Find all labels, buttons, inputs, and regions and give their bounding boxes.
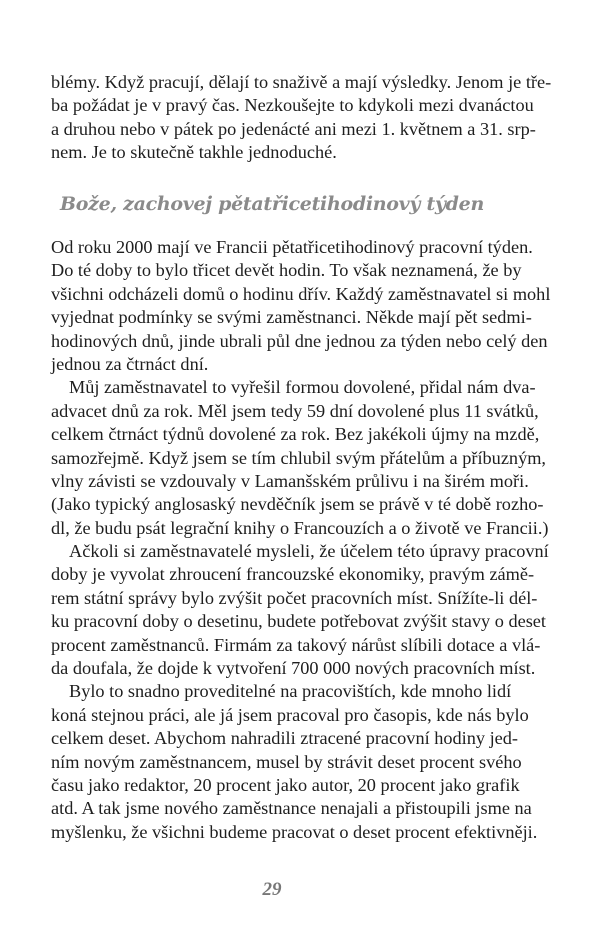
paragraph — [51, 236, 551, 376]
text-line: atd. A tak jsme nového zaměstnance nenajali a přistoupili jsme na — [51, 798, 532, 819]
text-line: jednou za čtrnáct dní. — [51, 353, 209, 374]
text-line: procent zaměstnanců. Firmám za takový nárůst slíbili dotace a vlá- — [51, 634, 541, 655]
text-line: ku pracovní doby o desetinu, budete potřebovat zvýšit stavy o deset — [51, 611, 547, 632]
text-line: dl, že budu psát legrační knihy o Francouzích a o životě ve Francii.) — [51, 517, 549, 538]
text-line: celkem deset. Abychom nahradili ztracené pracovní hodiny jed- — [51, 728, 519, 749]
paragraph — [51, 540, 549, 680]
section-body — [51, 236, 551, 844]
text-line: doby je vyvolat zhroucení francouzské ekonomiky, pravým zámě- — [51, 564, 535, 585]
text-line: a druhou nebo v pátek po jedenácté ani mezi 1. květnem a 31. srp- — [51, 118, 536, 139]
text-line: ním novým zaměstnancem, musel by strávit deset procent svého — [51, 751, 522, 772]
continued-paragraph — [51, 71, 552, 165]
text-line: myšlenku, že všichni budeme pracovat o deset procent efektivněji. — [51, 821, 538, 842]
text-line: Bylo to snadno proveditelné na pracovištích, kde mnoho lidí — [69, 681, 512, 702]
text-line: Můj zaměstnavatel to vyřešil formou dovolené, přidal nám dva- — [69, 377, 536, 398]
text-line: vlny závisti se vzdouvaly v Lamanšském průlivu i na širém moři. — [51, 470, 529, 491]
text-line: (Jako typický anglosaský nevděčník jsem se právě v té době rozho- — [51, 494, 544, 515]
text-line: advacet dnů za rok. Měl jsem tedy 59 dní dovolené plus 11 svátků, — [51, 400, 539, 421]
text-line: ba požádat je v pravý čas. Nezkoušejte to kdykoli mezi dvanáctou — [51, 95, 534, 116]
text-line: vyjednat podmínky se svými zaměstnanci. Někde mají pět sedmi- — [51, 307, 532, 328]
text-line: Do té doby to bylo třicet devět hodin. To však neznamená, že by — [51, 260, 522, 281]
paragraph — [51, 680, 538, 844]
section-heading: Bože, zachovej pětatřicetihodinový týden — [60, 193, 484, 215]
text-line: všichni odcházeli domů o hodinu dřív. Každý zaměstnavatel si mohl — [51, 283, 551, 304]
text-line: koná stejnou práci, ale já jsem pracoval pro časopis, kde nás bylo — [51, 704, 529, 725]
page-number: 29 — [262, 879, 282, 900]
text-line: Ačkoli si zaměstnavatelé mysleli, že účelem této úpravy pracovní — [69, 541, 549, 562]
text-line: celkem čtrnáct týdnů dovolené za rok. Bez jakékoli újmy na mzdě, — [51, 424, 540, 445]
text-line: blémy. Když pracují, dělají to snaživě a mají výsledky. Jenom je tře- — [51, 72, 552, 92]
paragraph — [51, 376, 549, 540]
text-line: nem. Je to skutečně takhle jednoduché. — [51, 142, 337, 163]
text-line: hodinových dnů, jinde ubrali půl dne jednou za týden nebo celý den — [51, 330, 548, 351]
text-line: samozřejmě. Když jsem se tím chlubil svým přátelům a příbuzným, — [51, 447, 547, 468]
text-line: času jako redaktor, 20 procent jako autor, 20 procent jako grafik — [51, 774, 520, 795]
text-line: da doufala, že dojde k vytvoření 700 000 nových pracovních míst. — [51, 658, 536, 679]
text-line: rem státní správy bylo zvýšit počet pracovních míst. Snížíte-li dél- — [51, 587, 538, 608]
text-line: Od roku 2000 mají ve Francii pětatřicetihodinový pracovní týden. — [51, 237, 533, 257]
